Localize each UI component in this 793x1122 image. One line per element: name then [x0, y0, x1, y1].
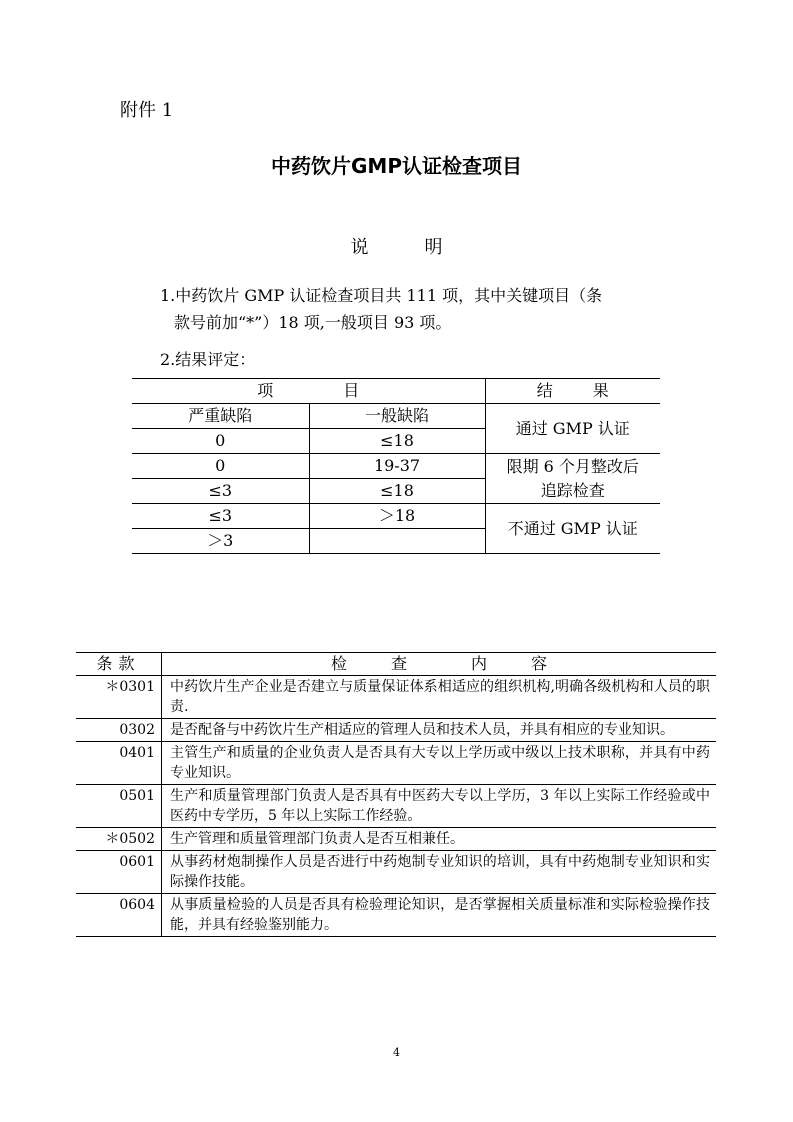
table-row: [76, 742, 716, 785]
serious-value: 0: [132, 429, 309, 454]
clause-code: 0501: [76, 785, 162, 828]
table-row: [76, 894, 716, 937]
result-rectify-line-2: 追踪检查: [540, 480, 605, 500]
description-heading-right: 明: [424, 237, 443, 258]
serious-value: 0: [132, 454, 309, 479]
clause-content: 生产管理和质量管理部门负责人是否互相兼任。: [162, 828, 717, 851]
clause-code: 0601: [76, 851, 162, 894]
description-heading-left: 说: [350, 237, 369, 258]
general-value: ≤18: [309, 479, 485, 504]
result-table-subheader-row: [132, 404, 660, 429]
clause-code: ＊0301: [76, 676, 162, 719]
header-item-b: 目: [343, 381, 360, 400]
header-content-part: 检: [330, 654, 347, 673]
table-row: [76, 676, 716, 719]
header-item-a: 项: [257, 381, 274, 400]
result-table-header-row: [132, 379, 660, 404]
clause-code: ＊0502: [76, 828, 162, 851]
result-rectify: [485, 454, 660, 504]
table-row: [76, 719, 716, 742]
general-value: ＞18: [309, 504, 485, 529]
clause-code: 0604: [76, 894, 162, 937]
table-row: [76, 785, 716, 828]
result-table-row: [132, 454, 660, 479]
general-value: 19-37: [309, 454, 485, 479]
items-table-header-row: [76, 653, 716, 676]
header-content-part: 内: [471, 654, 488, 673]
header-result-cell: [485, 379, 660, 404]
clause-code: 0302: [76, 719, 162, 742]
serious-value: ≤3: [132, 479, 309, 504]
page-number: 4: [393, 1046, 400, 1059]
header-result-a: 结: [536, 381, 553, 400]
col-serious-defects: 严重缺陷: [132, 404, 309, 429]
general-value: [309, 529, 485, 554]
clause-content: 生产和质量管理部门负责人是否具有中医药大专以上学历，3 年以上实际工作经验或中医药中专学历，5 年以上实际工作经验。: [162, 785, 717, 828]
col-general-defects: 一般缺陷: [309, 404, 485, 429]
note-item-2: 2.结果评定：: [160, 350, 256, 369]
description-heading: [0, 233, 793, 259]
serious-value: ≤3: [132, 504, 309, 529]
result-rectify-line-1: 限期 6 个月整改后: [506, 456, 639, 476]
note-item-1-line-2: 款号前加“*”）18 项,一般项目 93 项。: [174, 313, 452, 332]
header-content: [162, 653, 717, 676]
result-evaluation-table: [132, 378, 660, 554]
clause-content: 是否配备与中药饮片生产相适应的管理人员和技术人员，并具有相应的专业知识。: [162, 719, 717, 742]
serious-value: ＞3: [132, 529, 309, 554]
note-item-1: [160, 282, 660, 336]
clause-content: 从事质量检验的人员是否具有检验理论知识，是否掌握相关质量标准和实际检验操作技能，并具有经验鉴别能力。: [162, 894, 717, 937]
header-item-cell: [132, 379, 485, 404]
result-table-row: [132, 504, 660, 529]
result-pass: 通过 GMP 认证: [485, 404, 660, 454]
clause-content: 主管生产和质量的企业负责人是否具有大专以上学历或中级以上技术职称，并具有中药专业知识。: [162, 742, 717, 785]
header-content-part: 容: [531, 654, 548, 673]
header-clause: 条款: [76, 653, 162, 676]
header-content-part: 查: [390, 654, 407, 673]
header-result-b: 果: [592, 381, 609, 400]
note-item-1-line-1: 1.中药饮片 GMP 认证检查项目共 111 项，其中关键项目（条: [160, 286, 603, 305]
table-row: [76, 851, 716, 894]
result-fail: 不通过 GMP 认证: [485, 504, 660, 554]
clause-content: 从事药材炮制操作人员是否进行中药炮制专业知识的培训，具有中药炮制专业知识和实际操作技能。: [162, 851, 717, 894]
clause-code: 0401: [76, 742, 162, 785]
clause-content: 中药饮片生产企业是否建立与质量保证体系相适应的组织机构,明确各级机构和人员的职责.: [162, 676, 717, 719]
page-title: 中药饮片GMP认证检查项目: [271, 154, 522, 178]
inspection-items-table: [76, 652, 716, 937]
attachment-label: 附件 1: [120, 100, 174, 121]
general-value: ≤18: [309, 429, 485, 454]
table-row: [76, 828, 716, 851]
